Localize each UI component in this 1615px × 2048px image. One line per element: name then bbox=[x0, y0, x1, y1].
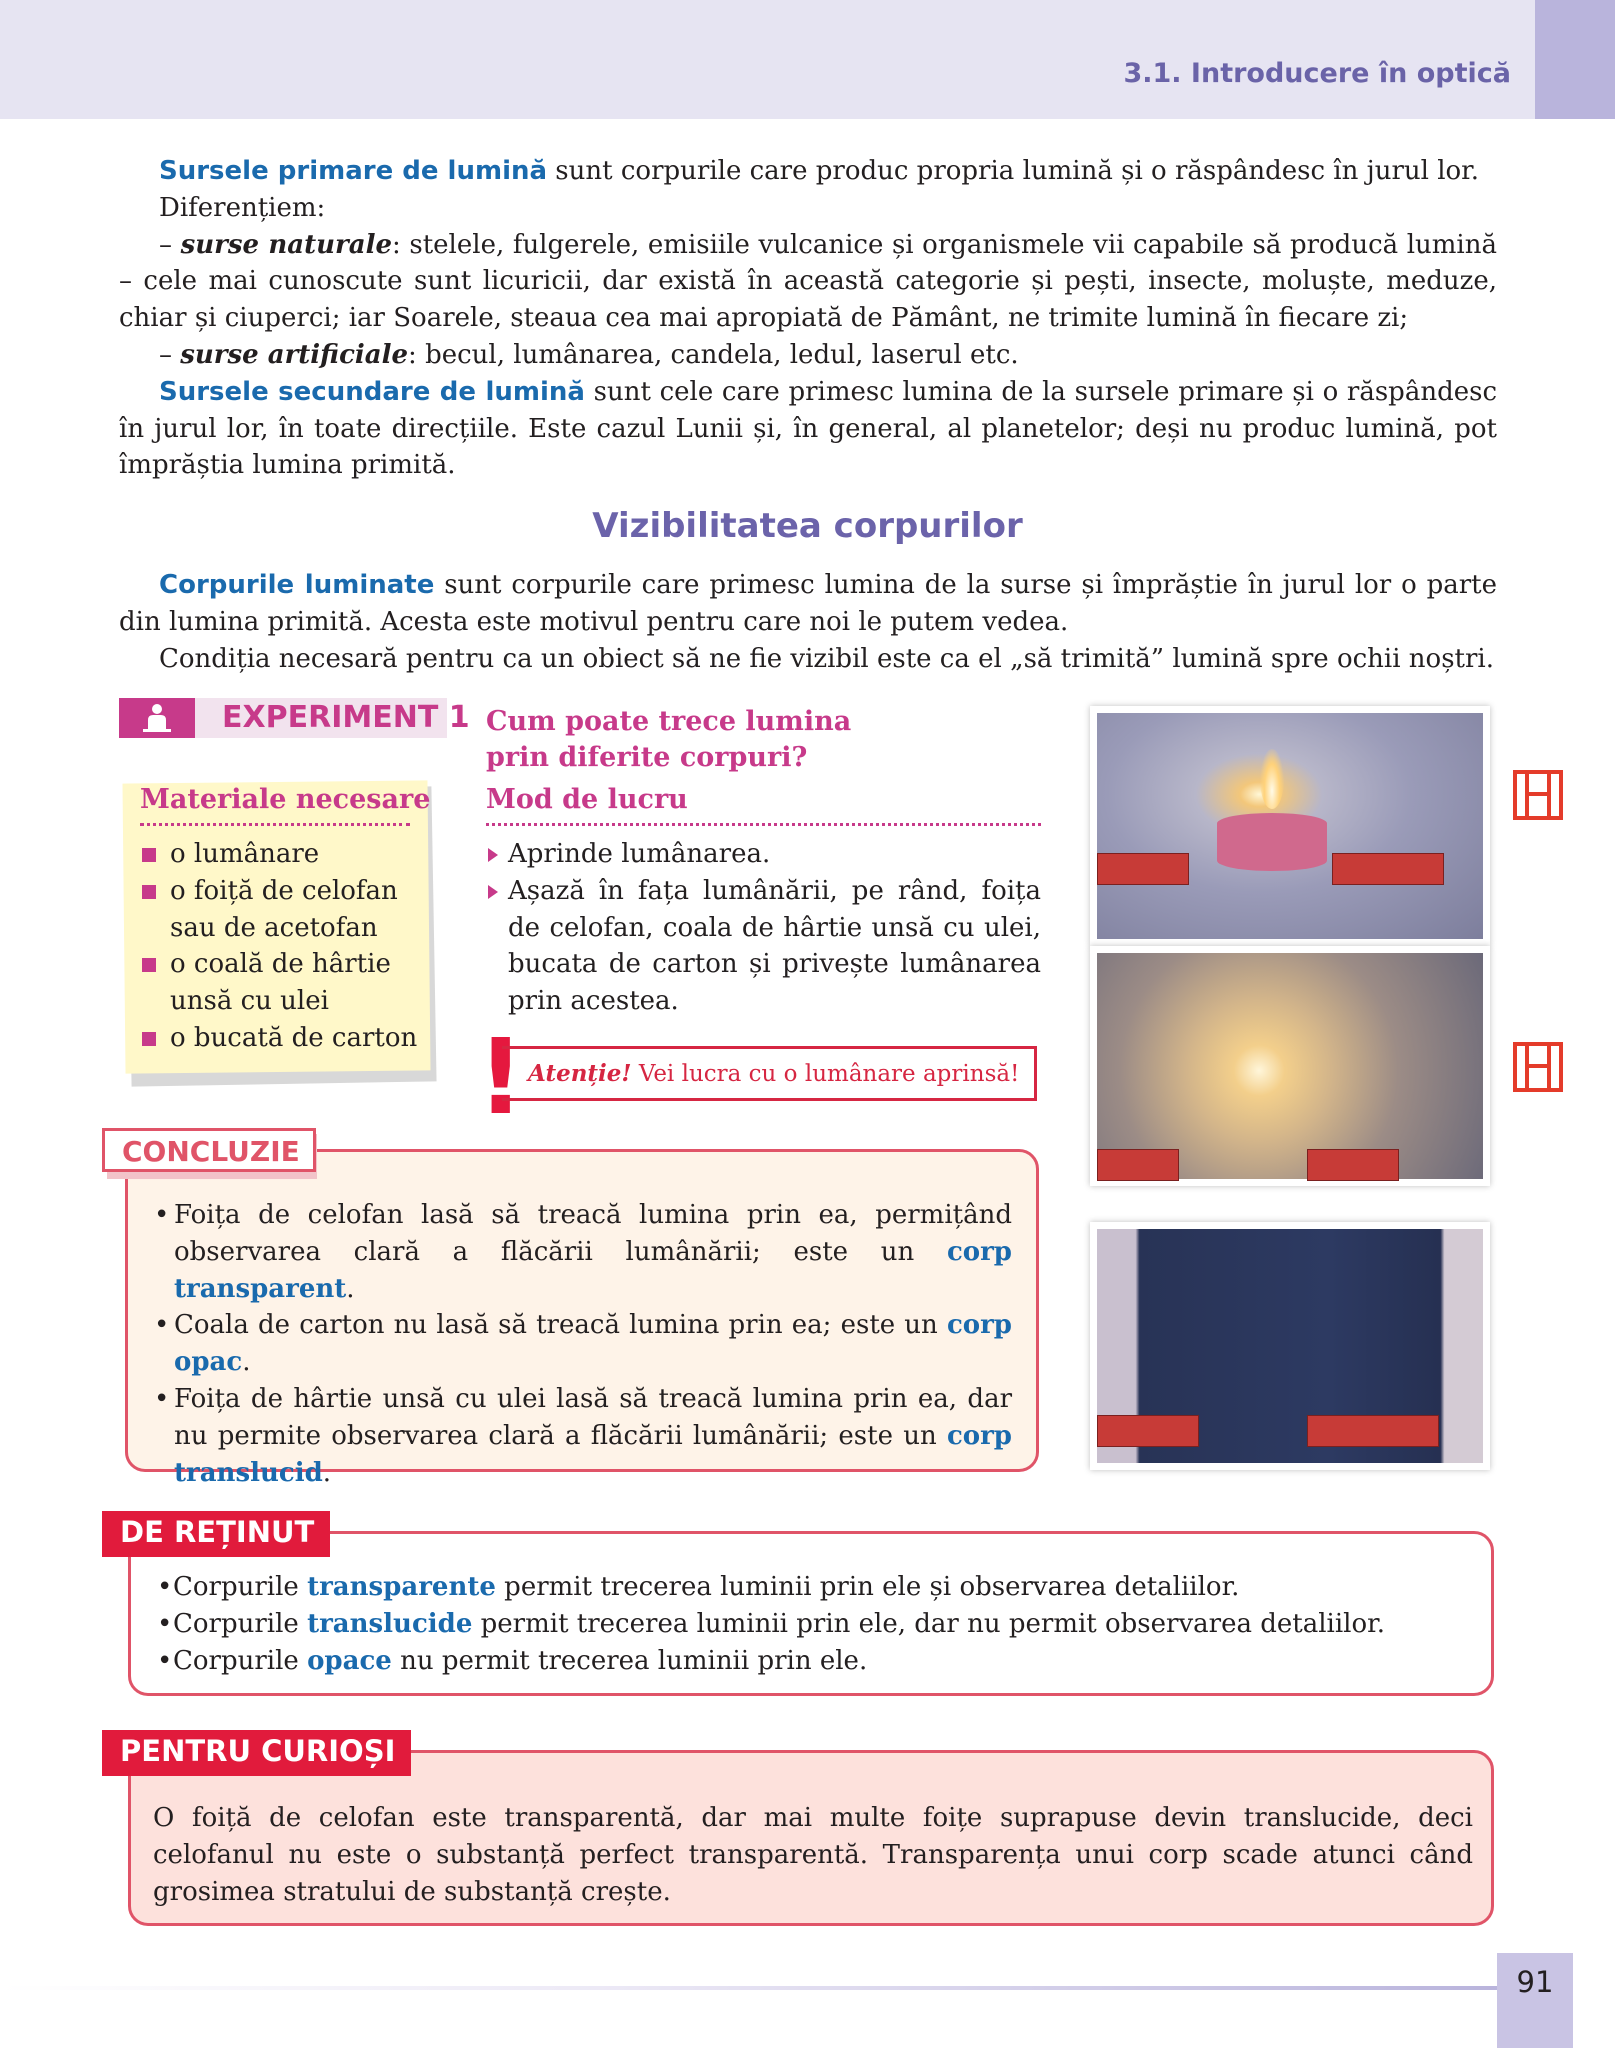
experiment-question: Cum poate trece lumina prin diferite corpuri? bbox=[486, 706, 852, 773]
term-opace: opace bbox=[307, 1645, 392, 1676]
term-natural-sources: surse naturale bbox=[180, 229, 393, 260]
section-paragraph-2: Condiția necesară pentru ca un obiect să ne fie vizibil este ca el „să trimită” lumină spre ochii noștri. bbox=[159, 643, 1495, 674]
exclamation-icon: ! bbox=[477, 1016, 525, 1138]
period: . bbox=[346, 1273, 355, 1304]
section-title: Vizibilitatea corpurilor bbox=[592, 506, 1023, 546]
retain-pre: Corpurile bbox=[173, 1608, 308, 1639]
intro-paragraph-4 bbox=[119, 337, 1497, 374]
warning-rest: Vei lucra cu o lumânare aprinsă! bbox=[631, 1061, 1020, 1087]
square-bullet-icon bbox=[142, 848, 156, 862]
intro-paragraph-3 bbox=[119, 227, 1497, 337]
retain-list bbox=[173, 1569, 1473, 1679]
photo-candle bbox=[1090, 706, 1490, 946]
header-tab bbox=[1535, 0, 1615, 119]
retain-label: DE REȚINUT bbox=[102, 1511, 330, 1557]
curious-text: O foiță de celofan este transparentă, dar mai multe foițe suprapuse devin translucide, deci celofanul nu este o substanță perfect transparentă. Transparența unui corp scade atunci când grosimea stratului de substanță crește. bbox=[153, 1803, 1473, 1907]
retain-post: permit trecerea luminii prin ele și observarea detaliilor. bbox=[495, 1572, 1240, 1602]
clip bbox=[1332, 853, 1444, 885]
chapter-title: 3.1. Introducere în optică bbox=[1123, 58, 1511, 89]
warning-bold: Atenție! bbox=[528, 1060, 632, 1087]
material-text: o lumânare bbox=[170, 839, 320, 869]
list-item bbox=[173, 1569, 1473, 1606]
list-item bbox=[173, 1643, 1473, 1680]
term-opaque: corp opac bbox=[174, 1310, 1012, 1378]
clip bbox=[1097, 1149, 1179, 1181]
retain-pre: Corpurile bbox=[173, 1572, 308, 1602]
triangle-bullet-icon bbox=[488, 885, 498, 899]
list-item bbox=[140, 1020, 430, 1057]
clip bbox=[1307, 1415, 1439, 1447]
square-bullet-icon bbox=[142, 958, 156, 972]
materials-title: Materiale necesare bbox=[140, 784, 431, 815]
retain-post: nu permit trecerea luminii prin ele. bbox=[391, 1645, 868, 1676]
experiment-title: EXPERIMENT 1 bbox=[222, 700, 470, 735]
list-item bbox=[173, 1606, 1473, 1643]
flame bbox=[1260, 749, 1284, 809]
retain-pre: Corpurile bbox=[173, 1645, 308, 1676]
conclusion-label: CONCLUZIE bbox=[102, 1128, 316, 1172]
warning-text bbox=[528, 1060, 1019, 1087]
intro-p5-rest: sunt cele care primesc lumina de la sursele primare și o răspândesc în jurul lor, în toate direcțiile. Este cazul Lunii și, în general, al planetelor; deși nu produc lumină, pot împrăștia lumina primită. bbox=[119, 376, 1497, 481]
retain-post: permit trecerea luminii prin ele, dar nu permit observarea detaliilor. bbox=[472, 1608, 1385, 1639]
clip bbox=[1097, 853, 1189, 885]
term-artificial-sources: surse artificiale bbox=[180, 339, 409, 370]
method-list bbox=[486, 836, 1041, 1020]
intro-paragraph-2: Diferențiem: bbox=[159, 192, 326, 223]
step-text: Aprinde lumânarea. bbox=[508, 839, 771, 869]
period: . bbox=[242, 1347, 251, 1378]
divider bbox=[486, 823, 1041, 826]
clip bbox=[1307, 1149, 1399, 1181]
method-title: Mod de lucru bbox=[486, 784, 688, 815]
triangle-bullet-icon bbox=[488, 848, 498, 862]
intro-text bbox=[119, 153, 1497, 484]
clip bbox=[1097, 1415, 1199, 1447]
dash: – bbox=[159, 229, 181, 260]
curious-label: PENTRU CURIOȘI bbox=[102, 1730, 411, 1776]
section-text bbox=[119, 567, 1497, 677]
material-text: o bucată de carton bbox=[170, 1022, 418, 1053]
intro-paragraph-5 bbox=[119, 374, 1497, 484]
photo-oiled-paper bbox=[1090, 946, 1490, 1186]
term-transparente: transparente bbox=[307, 1572, 496, 1602]
list-item bbox=[486, 873, 1041, 1020]
material-text: o foiță de celofan sau de acetofan bbox=[170, 875, 398, 943]
candle bbox=[1217, 813, 1327, 871]
conclusion-text: Foița de hârtie unsă cu ulei lasă să treacă lumina prin ea, dar nu permite observarea clară a flăcării lumânării; este un bbox=[174, 1383, 1012, 1451]
step-text: Așază în fața lumânării, pe rând, foița de celofan, coala de hârtie unsă cu ulei, bucata de carton și privește lumânarea prin acestea. bbox=[508, 875, 1041, 1017]
person-icon bbox=[119, 698, 195, 738]
section-p1-rest: sunt corpurile care primesc lumina de la surse și împrăștie în jurul lor o parte din lumina primită. Acesta este motivul pentru care noi le putem vedea. bbox=[119, 570, 1497, 637]
term-translucent: corp translucid bbox=[174, 1420, 1012, 1488]
section-paragraph-1 bbox=[119, 567, 1497, 641]
intro-p3-rest: : stelele, fulgerele, emisiile vulcanice și organismele vii capabile să producă lumină – cele mai cunoscute sunt licuricii, dar există în această categorie și pești, insecte, moluște, meduze, chiar și ciuperci; iar Soarele, steaua cea mai apropiată de Pământ, ne trimite lumină în fiecare zi; bbox=[119, 229, 1497, 334]
term-primary-sources: Sursele primare de lumină bbox=[159, 156, 548, 186]
period: . bbox=[322, 1457, 332, 1488]
list-item bbox=[140, 836, 430, 873]
materials-list bbox=[140, 836, 430, 1057]
page-number: 91 bbox=[1516, 1965, 1554, 1999]
intro-p4-rest: : becul, lumânarea, candela, ledul, laserul etc. bbox=[408, 339, 1019, 370]
square-bullet-icon bbox=[142, 885, 156, 899]
term-transparent: corp transparent bbox=[174, 1236, 1012, 1304]
list-item bbox=[486, 836, 1041, 873]
conclusion-list bbox=[170, 1197, 1012, 1491]
conclusion-text: Coala de carton nu lasă să treacă lumina prin ea; este un bbox=[174, 1310, 947, 1341]
film-strip-icon[interactable] bbox=[1513, 1042, 1563, 1092]
list-item bbox=[170, 1307, 1012, 1381]
material-text: o coală de hârtie unsă cu ulei bbox=[170, 949, 391, 1017]
list-item bbox=[140, 873, 430, 947]
intro-paragraph-1 bbox=[119, 153, 1497, 190]
experiment-badge bbox=[119, 698, 195, 738]
divider bbox=[140, 823, 410, 826]
footer-line bbox=[0, 1986, 1497, 1990]
term-secondary-sources: Sursele secundare de lumină bbox=[159, 376, 585, 407]
dash: – bbox=[159, 339, 181, 370]
list-item bbox=[140, 946, 430, 1020]
term-translucide: translucide bbox=[307, 1608, 473, 1639]
conclusion-text: Foița de celofan lasă să treacă lumina prin ea, permițând observarea clară a flăcării lumânării; este un bbox=[174, 1200, 1012, 1267]
list-item bbox=[170, 1381, 1012, 1491]
term-lit-bodies: Corpurile luminate bbox=[159, 570, 435, 600]
intro-p1-rest: sunt corpurile care produc propria lumină și o răspândesc în jurul lor. bbox=[547, 156, 1479, 186]
square-bullet-icon bbox=[142, 1032, 156, 1046]
film-strip-icon[interactable] bbox=[1513, 770, 1563, 820]
photo-cardboard bbox=[1090, 1222, 1490, 1470]
list-item bbox=[170, 1197, 1012, 1307]
